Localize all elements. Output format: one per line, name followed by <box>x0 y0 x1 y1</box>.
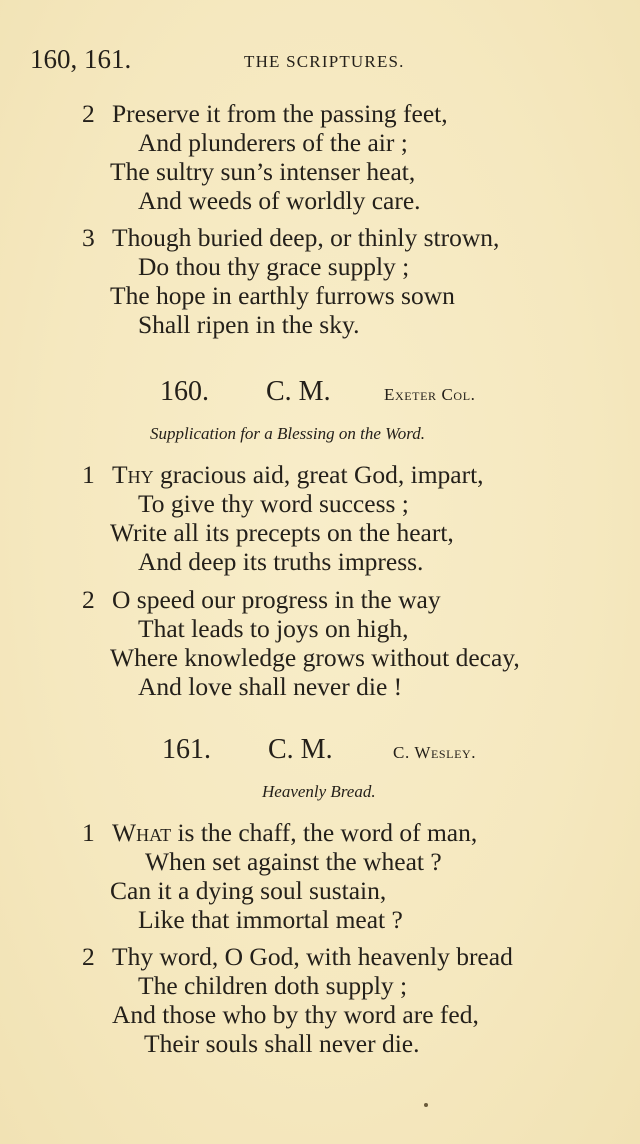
verse-line: Can it a dying soul sustain, <box>110 876 387 905</box>
verse-line: The sultry sun’s intenser heat, <box>110 157 416 186</box>
verse-line: To give thy word success ; <box>138 489 409 518</box>
first-word: Thy <box>112 460 154 489</box>
hymn-tune: C. Wesley. <box>393 743 477 762</box>
verse-line <box>112 819 477 847</box>
verse-line <box>112 461 484 489</box>
hymn-number: 161. <box>162 734 211 765</box>
verse-line: Though buried deep, or thinly strown, <box>112 223 500 252</box>
first-word: What <box>112 818 172 847</box>
verse-line: Thy word, O God, with heavenly bread <box>112 942 513 971</box>
verse-line: Shall ripen in the sky. <box>138 310 360 339</box>
verse-line: Their souls shall never die. <box>144 1029 420 1058</box>
verse-line: And deep its truths impress. <box>138 547 424 576</box>
hymn-number: 160. <box>160 376 209 407</box>
running-header <box>30 44 430 80</box>
verse-line: When set against the wheat ? <box>145 847 442 876</box>
verse-line: O speed our progress in the way <box>112 585 441 614</box>
first-line-rest: is the chaff, the word of man, <box>171 818 478 847</box>
hymn-161-subtitle: Heavenly Bread. <box>262 782 376 801</box>
stanza-number: 3 <box>82 223 95 252</box>
running-title: THE SCRIPTURES. <box>244 52 405 71</box>
stanza-number: 2 <box>82 99 95 128</box>
verse-line: Write all its precepts on the heart, <box>110 518 454 547</box>
verse-line: And love shall never die ! <box>138 672 403 701</box>
stanza-number: 1 <box>82 460 95 489</box>
verse-line: Do thou thy grace supply ; <box>138 252 410 281</box>
page-numbers: 160, 161. <box>30 44 132 74</box>
verse-line: Where knowledge grows without decay, <box>110 643 520 672</box>
hymn-meter: C. M. <box>268 734 333 765</box>
verse-line: The children doth supply ; <box>138 971 408 1000</box>
ink-speck <box>424 1103 428 1107</box>
verse-line: And weeds of worldly care. <box>138 186 421 215</box>
stanza-number: 1 <box>82 818 95 847</box>
first-line-rest: gracious aid, great God, impart, <box>153 460 484 489</box>
verse-line: The hope in earthly furrows sown <box>110 281 455 310</box>
verse-line: And those who by thy word are fed, <box>112 1000 479 1029</box>
hymn-tune: Exeter Col. <box>384 385 476 404</box>
hymn-161-heading <box>0 734 640 774</box>
verse-line: That leads to joys on high, <box>138 614 409 643</box>
verse-line: Like that immortal meat ? <box>138 905 403 934</box>
stanza-number: 2 <box>82 942 95 971</box>
hymn-160-heading <box>0 376 640 416</box>
hymn-meter: C. M. <box>266 376 331 407</box>
hymn-160-subtitle: Supplication for a Blessing on the Word. <box>150 424 425 443</box>
stanza-number: 2 <box>82 585 95 614</box>
verse-line: Preserve it from the passing feet, <box>112 99 448 128</box>
verse-line: And plunderers of the air ; <box>138 128 408 157</box>
